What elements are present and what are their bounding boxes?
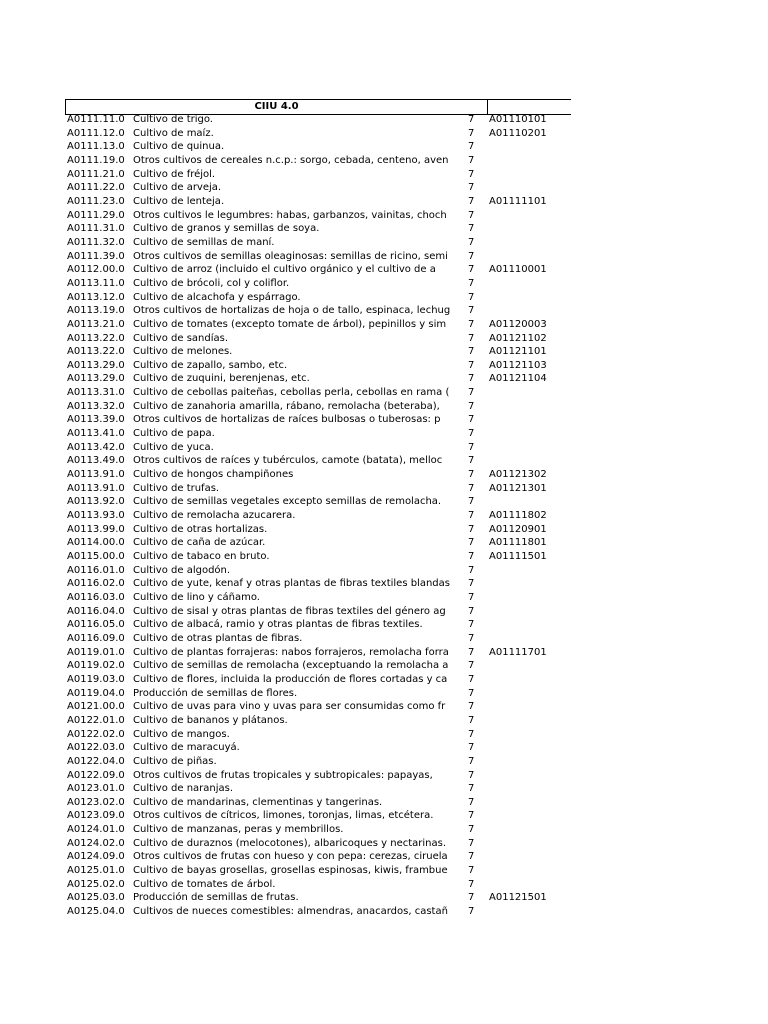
row-reference: A01111701 [489,646,547,658]
table-row [0,905,768,919]
row-description: Cultivo de alcachofa y espárrago. [133,291,301,303]
table-row [0,168,768,182]
row-code: A0113.21.0 [67,318,125,330]
row-description: Cultivo de otras plantas de fibras. [133,632,303,644]
row-number: 7 [468,591,475,603]
table-row [0,700,768,714]
row-code: A0113.91.0 [67,469,125,481]
table-row [0,782,768,796]
row-description: Cultivo de tomates de árbol. [133,878,276,890]
row-number: 7 [468,673,475,685]
row-reference: A01110001 [489,264,547,276]
row-number: 7 [468,236,475,248]
row-number: 7 [468,455,475,467]
row-description: Cultivo de zuquini, berenjenas, etc. [133,373,310,385]
table-row [0,564,768,578]
row-number: 7 [468,127,475,139]
row-code: A0113.29.0 [67,359,125,371]
row-description: Cultivo de semillas vegetales excepto semillas de remolacha. [133,496,442,508]
table-row [0,263,768,277]
row-description: Cultivo de albacá, ramio y otras plantas de fibras textiles. [133,619,423,631]
row-reference: A01110201 [489,127,547,139]
row-code: A0111.19.0 [67,154,125,166]
row-number: 7 [468,632,475,644]
table-row [0,646,768,660]
row-description: Otros cultivos de cítricos, limones, toronjas, limas, etcétera. [133,810,434,822]
row-number: 7 [468,619,475,631]
row-code: A0112.00.0 [67,264,125,276]
row-description: Cultivo de cebollas paiteñas, cebollas perla, cebollas en rama ( [133,387,450,399]
table-row [0,277,768,291]
table-row [0,591,768,605]
row-code: A0122.01.0 [67,714,125,726]
row-number: 7 [468,182,475,194]
row-number: 7 [468,141,475,153]
table-row [0,140,768,154]
row-description: Cultivo de semillas de remolacha (exceptuando la remolacha a [133,660,449,672]
row-description: Cultivo de bananos y plátanos. [133,714,288,726]
row-description: Otros cultivos de frutas con hueso y con pepa: cerezas, ciruela [133,851,448,863]
row-description: Cultivo de yute, kenaf y otras plantas de fibras textiles blandas [133,578,450,590]
table-row [0,659,768,673]
row-description: Cultivo de sisal y otras plantas de fibras textiles del género ag [133,605,446,617]
row-description: Cultivo de maíz. [133,127,214,139]
table-row [0,195,768,209]
row-number: 7 [468,660,475,672]
row-number: 7 [468,878,475,890]
table-row [0,741,768,755]
row-description: Cultivo de algodón. [133,564,231,576]
row-code: A0124.01.0 [67,824,125,836]
table-row [0,332,768,346]
row-code: A0116.09.0 [67,632,125,644]
table-row [0,837,768,851]
row-description: Cultivo de otras hortalizas. [133,523,268,535]
row-description: Cultivo de uvas para vino y uvas para ser consumidas como fr [133,701,446,713]
row-code: A0111.31.0 [67,223,125,235]
table-row [0,509,768,523]
row-description: Cultivo de plantas forrajeras: nabos forrajeros, remolacha forra [133,646,449,658]
row-number: 7 [468,701,475,713]
row-reference: A01111802 [489,510,547,522]
row-description: Cultivo de naranjas. [133,783,234,795]
row-description: Otros cultivos de hortalizas de hoja o de tallo, espinaca, lechug [133,305,451,317]
row-number: 7 [468,783,475,795]
table-row [0,222,768,236]
row-description: Cultivo de arveja. [133,182,222,194]
table-row [0,823,768,837]
table-row [0,236,768,250]
row-number: 7 [468,796,475,808]
table-row [0,523,768,537]
table-row [0,850,768,864]
row-code: A0123.01.0 [67,783,125,795]
row-description: Otros cultivos de semillas oleaginosas: semillas de ricino, semi [133,250,448,262]
row-description: Cultivo de sandías. [133,332,229,344]
row-description: Cultivo de yuca. [133,441,214,453]
row-number: 7 [468,428,475,440]
table-row [0,386,768,400]
row-code: A0119.04.0 [67,687,125,699]
row-code: A0113.31.0 [67,387,125,399]
row-number: 7 [468,291,475,303]
row-code: A0111.32.0 [67,236,125,248]
table-row [0,372,768,386]
header-title: CIIU 4.0 [65,100,488,114]
row-code: A0111.39.0 [67,250,125,262]
row-number: 7 [468,441,475,453]
row-number: 7 [468,646,475,658]
row-description: Cultivo de duraznos (melocotones), albaricoques y nectarinas. [133,837,447,849]
row-number: 7 [468,469,475,481]
row-number: 7 [468,195,475,207]
row-number: 7 [468,114,475,125]
row-code: A0113.11.0 [67,277,125,289]
row-code: A0113.22.0 [67,346,125,358]
table-row [0,550,768,564]
row-reference: A01111501 [489,551,547,562]
row-description: Cultivo de papa. [133,428,215,440]
table-row [0,769,768,783]
table-row [0,605,768,619]
row-code: A0113.91.0 [67,482,125,494]
row-number: 7 [468,277,475,289]
row-number: 7 [468,168,475,180]
row-number: 7 [468,154,475,166]
row-description: Otros cultivos de hortalizas de raíces bulbosas o tuberosas: p [133,414,441,426]
row-number: 7 [468,865,475,877]
row-description: Cultivo de remolacha azucarera. [133,510,296,522]
row-number: 7 [468,264,475,276]
table-row [0,673,768,687]
row-code: A0113.99.0 [67,523,125,535]
row-code: A0125.04.0 [67,906,125,918]
row-code: A0113.12.0 [67,291,125,303]
row-reference: A01121103 [489,359,547,371]
table-row [0,291,768,305]
row-description: Cultivo de tabaco en bruto. [133,551,270,562]
row-number: 7 [468,578,475,590]
row-reference: A01121301 [489,482,547,494]
table-row [0,127,768,141]
row-description: Cultivo de brócoli, col y coliflor. [133,277,290,289]
table-row [0,864,768,878]
row-code: A0111.21.0 [67,168,125,180]
row-description: Cultivo de trigo. [133,114,213,125]
row-number: 7 [468,496,475,508]
row-number: 7 [468,742,475,754]
table-row [0,113,768,127]
table-row [0,181,768,195]
row-number: 7 [468,769,475,781]
table-row [0,536,768,550]
row-number: 7 [468,851,475,863]
row-description: Cultivo de lenteja. [133,195,225,207]
table-row [0,809,768,823]
row-number: 7 [468,209,475,221]
row-number: 7 [468,728,475,740]
table-row [0,891,768,905]
table-row [0,755,768,769]
row-reference: A01120003 [489,318,547,330]
row-number: 7 [468,346,475,358]
row-reference: A01120901 [489,523,547,535]
row-code: A0116.03.0 [67,591,125,603]
row-code: A0113.41.0 [67,428,125,440]
table-row [0,304,768,318]
row-description: Cultivos de nueces comestibles: almendras, anacardos, castañ [133,906,448,918]
table-row [0,359,768,373]
table-row [0,345,768,359]
row-code: A0115.00.0 [67,551,125,562]
row-code: A0111.12.0 [67,127,125,139]
row-reference: A01121101 [489,346,547,358]
row-number: 7 [468,373,475,385]
row-description: Otros cultivos le legumbres: habas, garbanzos, vainitas, choch [133,209,447,221]
table-row [0,250,768,264]
row-number: 7 [468,223,475,235]
row-code: A0113.92.0 [67,496,125,508]
row-code: A0123.02.0 [67,796,125,808]
row-description: Cultivo de maracuyá. [133,742,240,754]
row-code: A0119.03.0 [67,673,125,685]
row-reference: A01111801 [489,537,547,549]
row-description: Cultivo de semillas de maní. [133,236,275,248]
row-code: A0111.13.0 [67,141,125,153]
row-description: Producción de semillas de flores. [133,687,298,699]
row-code: A0113.42.0 [67,441,125,453]
row-description: Cultivo de trufas. [133,482,220,494]
row-number: 7 [468,714,475,726]
row-code: A0122.04.0 [67,755,125,767]
row-code: A0116.04.0 [67,605,125,617]
table-row [0,400,768,414]
table-row [0,577,768,591]
row-code: A0111.11.0 [67,114,125,125]
row-description: Cultivo de arroz (incluido el cultivo orgánico y el cultivo de a [133,264,436,276]
row-description: Cultivo de manzanas, peras y membrillos. [133,824,344,836]
table-row [0,632,768,646]
row-number: 7 [468,359,475,371]
row-code: A0123.09.0 [67,810,125,822]
row-code: A0111.29.0 [67,209,125,221]
row-code: A0119.02.0 [67,660,125,672]
row-code: A0111.22.0 [67,182,125,194]
row-number: 7 [468,605,475,617]
table-row [0,441,768,455]
row-code: A0122.09.0 [67,769,125,781]
row-code: A0119.01.0 [67,646,125,658]
table-row [0,687,768,701]
table-row [0,878,768,892]
row-number: 7 [468,332,475,344]
table-row [0,454,768,468]
row-number: 7 [468,414,475,426]
row-code: A0113.22.0 [67,332,125,344]
row-description: Cultivo de quinua. [133,141,225,153]
row-reference: A01110101 [489,114,547,125]
row-reference: A01121102 [489,332,547,344]
row-description: Cultivo de bayas grosellas, grosellas espinosas, kiwis, frambue [133,865,448,877]
row-description: Producción de semillas de frutas. [133,892,299,904]
row-code: A0122.03.0 [67,742,125,754]
table-row [0,413,768,427]
table-row [0,427,768,441]
row-code: A0124.09.0 [67,851,125,863]
row-code: A0125.03.0 [67,892,125,904]
row-number: 7 [468,387,475,399]
row-description: Cultivo de zapallo, sambo, etc. [133,359,288,371]
row-number: 7 [468,824,475,836]
row-code: A0113.39.0 [67,414,125,426]
table-row [0,209,768,223]
row-code: A0121.00.0 [67,701,125,713]
row-description: Cultivo de mandarinas, clementinas y tangerinas. [133,796,383,808]
row-description: Cultivo de zanahoria amarilla, rábano, remolacha (beteraba), [133,400,440,412]
row-code: A0125.02.0 [67,878,125,890]
row-number: 7 [468,318,475,330]
row-description: Cultivo de hongos champiñones [133,469,294,481]
row-reference: A01121104 [489,373,547,385]
row-number: 7 [468,810,475,822]
row-description: Cultivo de flores, incluida la producción de flores cortadas y ca [133,673,448,685]
row-description: Cultivo de piñas. [133,755,217,767]
row-number: 7 [468,837,475,849]
row-description: Cultivo de tomates (excepto tomate de árbol), pepinillos y sim [133,318,447,330]
row-reference: A01111101 [489,195,547,207]
row-number: 7 [468,305,475,317]
row-number: 7 [468,755,475,767]
row-description: Cultivo de melones. [133,346,233,358]
row-description: Cultivo de lino y cáñamo. [133,591,260,603]
row-code: A0111.23.0 [67,195,125,207]
row-code: A0113.49.0 [67,455,125,467]
table-row [0,618,768,632]
table-body [0,113,768,919]
row-number: 7 [468,250,475,262]
table-row [0,318,768,332]
row-number: 7 [468,564,475,576]
row-number: 7 [468,523,475,535]
row-number: 7 [468,892,475,904]
table-row [0,482,768,496]
row-code: A0113.29.0 [67,373,125,385]
row-code: A0122.02.0 [67,728,125,740]
row-code: A0116.05.0 [67,619,125,631]
row-code: A0125.01.0 [67,865,125,877]
row-number: 7 [468,551,475,562]
row-code: A0113.32.0 [67,400,125,412]
row-number: 7 [468,510,475,522]
row-code: A0114.00.0 [67,537,125,549]
table-row [0,714,768,728]
row-code: A0113.93.0 [67,510,125,522]
header-side-cell [487,100,571,114]
row-number: 7 [468,482,475,494]
row-code: A0116.02.0 [67,578,125,590]
row-number: 7 [468,400,475,412]
row-reference: A01121302 [489,469,547,481]
row-code: A0113.19.0 [67,305,125,317]
row-number: 7 [468,537,475,549]
table-row [0,796,768,810]
row-description: Cultivo de fréjol. [133,168,216,180]
row-description: Cultivo de caña de azúcar. [133,537,266,549]
row-number: 7 [468,906,475,918]
table-row [0,154,768,168]
row-description: Otros cultivos de cereales n.c.p.: sorgo, cebada, centeno, aven [133,154,449,166]
row-description: Otros cultivos de raíces y tubérculos, camote (batata), melloc [133,455,443,467]
row-code: A0124.02.0 [67,837,125,849]
row-description: Cultivo de mangos. [133,728,230,740]
table-row [0,495,768,509]
row-number: 7 [468,687,475,699]
table-row [0,468,768,482]
row-code: A0116.01.0 [67,564,125,576]
row-description: Cultivo de granos y semillas de soya. [133,223,320,235]
table-row [0,728,768,742]
row-description: Otros cultivos de frutas tropicales y subtropicales: papayas, [133,769,433,781]
row-reference: A01121501 [489,892,547,904]
